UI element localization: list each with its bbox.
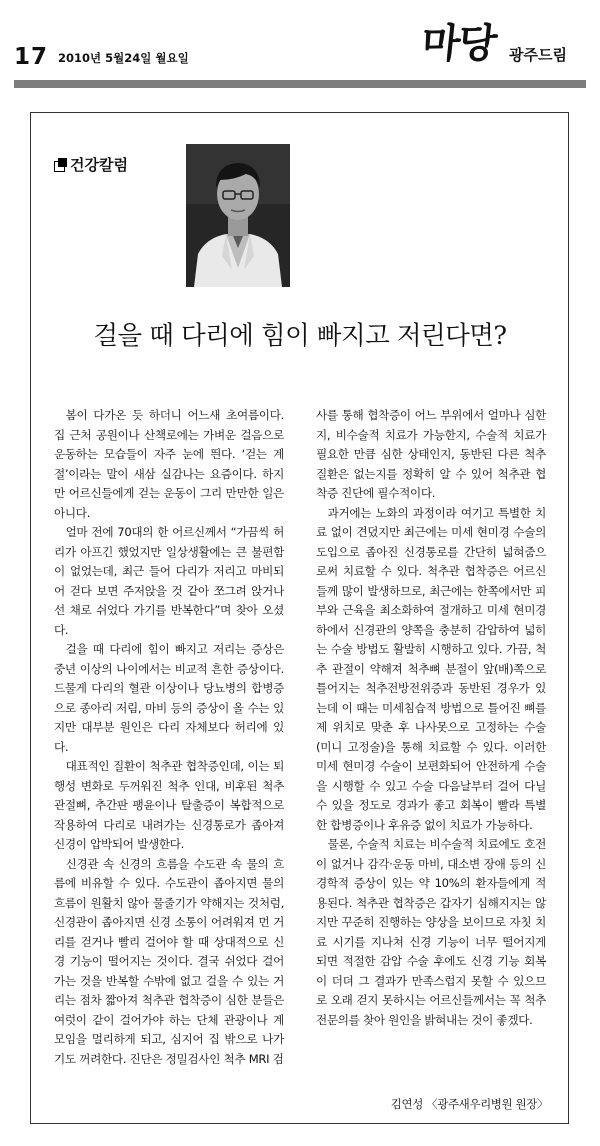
paragraph: 대표적인 질환이 척추관 협착증인데, 이는 퇴행성 변화로 두꺼워진 척추 인대, 비후된 척추관절뼈, 추간판 팽윤이나 탈출증이 복합적으로 작용하여 다리로 내려가는 신경통로가 좁아져 신경이 압박되어 발생한다.: [54, 759, 284, 851]
article-title: 걸을 때 다리에 힘이 빠지고 저린다면?: [93, 321, 507, 351]
paragraph: 신경관 속 신경의 흐름을 수도관 속 물의 흐름에 비유할 수 있다. 수도관이 좁아지면 물의 흐름이 원활치 않아 물줄기가 약해지는 것처럼, 신경관이 좁아지면 신경 소통이 어려워져 먼 거리를 걷거나 빨리 걸어야 할 때 상대적으로 신경 기능이 떨어지는 것이다. 결국 쉬었다 걸어가는 것을 반복할 수밖에 없고 걸을 수 있는 거리는 점차 짧아져 척추관 협착증이 심한 분들은 여럿이 같이 걸어가야 하는 단체 관광이나 계 모임을 멀리하게 되고, 심지어 집 밖으로 나가기도 꺼려한다. 진단은 정밀검사인 척추 MRI 검: [54, 856, 284, 1066]
paragraph: 물론, 수술적 치료는 비수술적 치료에도 호전이 없거나 감각·운동 마비, 대소변 장애 등의 신경학적 증상이 있는 약 10%의 환자들에게 적용된다. 척추관 협착증은 갑자기 심해지지는 않지만 꾸준히 진행하는 양상을 보이므로 자칫 치료 시기를 지나쳐 신경 기능이 너무 떨어지게 되면 적절한 감압 수술 후에도 신경 기능 회복이 더뎌 그 결과가 만족스럽지 못할 수 있으므로 오래 걷지 못하시는 어르신들께서는 꼭 척추전문의를 찾아 원인을 밝혀내는 것이 좋겠다.: [316, 837, 546, 1027]
header-rule: [14, 80, 586, 88]
article-column-left: [54, 406, 284, 1069]
issue-date: 2010년 5월24일 월요일: [58, 51, 189, 65]
publication-name: 광주드림: [509, 46, 567, 64]
page-header: [0, 0, 600, 80]
paragraph: 사를 통해 협착증이 어느 부위에서 얼마나 심한지, 비수술적 치료가 가능한지, 수술적 치료가 필요한 만큼 심한 상태인지, 동반된 다른 척추 질환은 없는지를 정확히 알 수 있어 척추관 협착증 진단에 필수적이다.: [316, 408, 546, 500]
paragraph: 얼마 전에 70대의 한 어르신께서 “가끔씩 허리가 아프긴 했었지만 일상생활에는 큰 불편함이 없었는데, 최근 들어 다리가 저리고 마비되어 걷다 보면 주저앉을 것 같아 쪼그려 앉거나 선 채로 쉬었다 가기를 반복한다”며 찾아 오셨다.: [54, 525, 284, 637]
paragraph: 봄이 다가온 듯 하더니 어느새 초여름이다. 집 근처 공원이나 산책로에는 가벼운 걸음으로 운동하는 모습들이 자주 눈에 띈다. ‘걷는 계절’이라는 말이 새삼 실감나는 요즘이다. 하지만 어르신들에게 걷는 운동이 그리 만만한 일은 아니다.: [54, 408, 284, 520]
article-column-right: [316, 406, 546, 1030]
section-logo: 마당: [419, 20, 498, 67]
paragraph: 걸을 때 다리에 힘이 빠지고 저리는 증상은 중년 이상의 나이에서는 비교적 흔한 증상이다. 드물게 다리의 혈관 이상이나 당뇨병의 합병증으로 종아리 저림, 마비 등의 증상이 올 수는 있지만 대부분 원인은 다리 자체보다 허리에 있다.: [54, 642, 284, 754]
author-byline: 김연성 〈광주새우리병원 원장〉: [390, 1097, 548, 1111]
column-label-text: 건강칼럼: [70, 156, 128, 174]
column-label: [54, 154, 128, 175]
square-bullet-icon: [54, 158, 67, 171]
author-photo: [186, 144, 290, 287]
page-number: 17: [14, 44, 49, 70]
paragraph: 과거에는 노화의 과정이라 여기고 특별한 치료 없이 견뎠지만 최근에는 미세 현미경 수술의 도입으로 좁아진 신경통로를 간단히 넓혀줌으로써 치료할 수 있다. 척추관 협착증은 어르신들께 많이 발생하므로, 최근에는 한쪽에서만 피부와 근육을 최소화하여 절개하고 미세 현미경 하에서 신경관의 양쪽을 충분히 감압하여 넓히는 수술 방법도 활발히 시행하고 있다. 가끔, 척추 관절이 약해져 척추뼈 분절이 앞(배)쪽으로 틀어지는 척추전방전위증과 동반된 경우가 있는데 이 때는 미세침습적 방법으로 틀어진 뼈를 제 위치로 맞춘 후 나사못으로 고정하는 수술(미니 고정술)을 통해 치료할 수 있다. 이러한 미세 현미경 수술이 보편화되어 안전하게 수술을 시행할 수 있고 수술 다음날부터 걸어 다닐 수 있을 정도로 경과가 좋고 회복이 빨라 특별한 합병증이나 후유증 없이 치료가 가능하다.: [316, 505, 546, 832]
